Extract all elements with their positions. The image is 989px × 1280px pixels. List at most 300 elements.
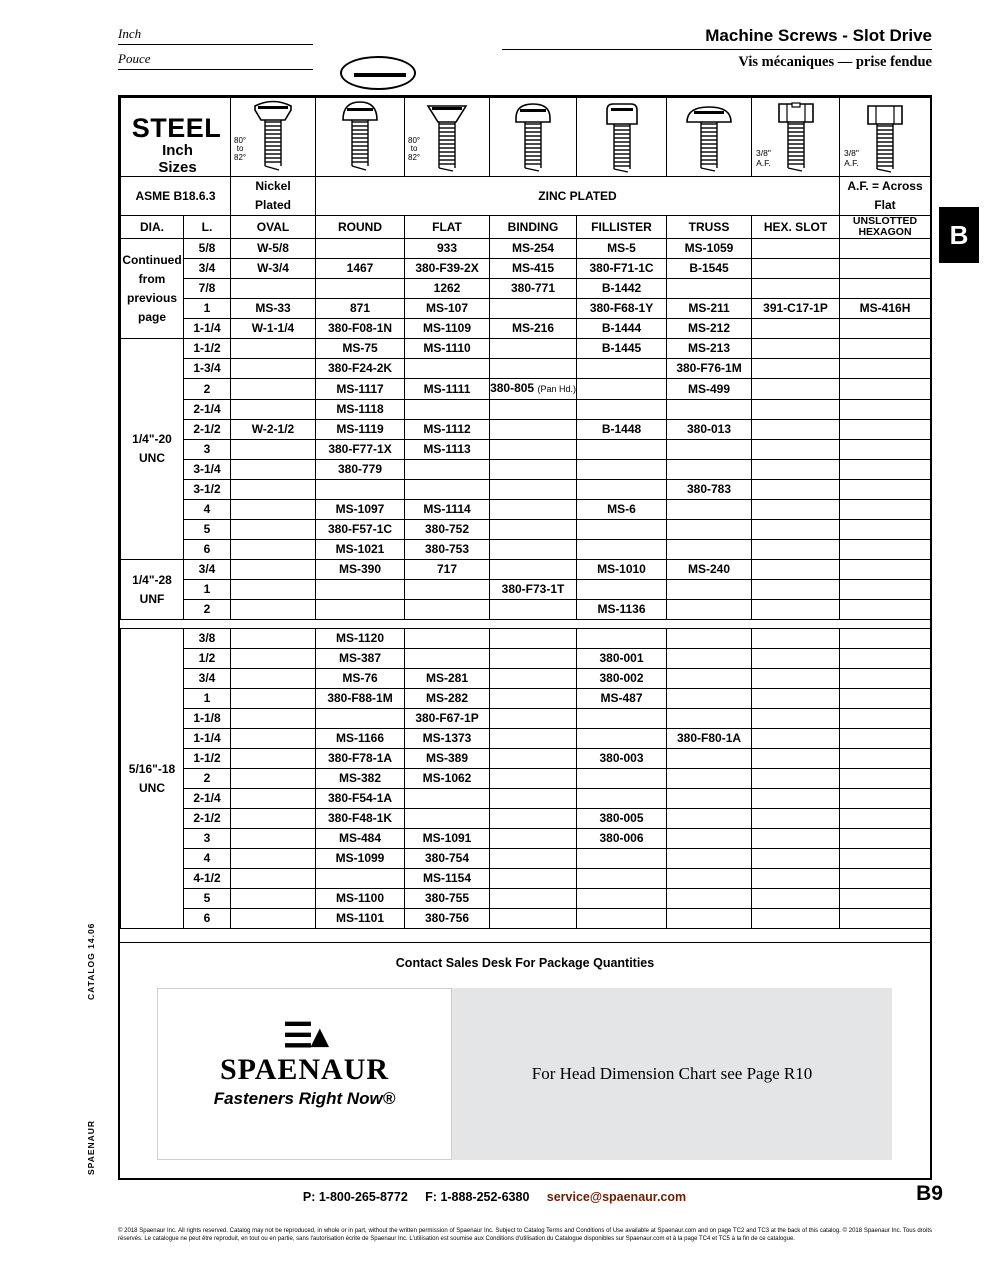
cell-round: 380-F54-1A (316, 789, 405, 809)
cell-binding: 380-805 (Pan Hd.) (490, 379, 577, 400)
cell-truss (667, 789, 752, 809)
cell-truss: 380-F80-1A (667, 729, 752, 749)
page-header (118, 26, 932, 90)
bottom-blocks (120, 983, 930, 1178)
cell-hex (752, 480, 840, 500)
cell-fillister: MS-1136 (577, 600, 667, 620)
page-title: Machine Screws - Slot Drive (705, 26, 932, 45)
cell-oval (231, 460, 316, 480)
cell-round (316, 480, 405, 500)
cell-truss: MS-212 (667, 319, 752, 339)
cell-hex (752, 319, 840, 339)
table-row (121, 259, 931, 279)
cell-round: 380-F78-1A (316, 749, 405, 769)
cell-flat: MS-1373 (405, 729, 490, 749)
cell-fillister (577, 379, 667, 400)
cell-binding (490, 420, 577, 440)
cell-oval (231, 729, 316, 749)
cell-fillister (577, 540, 667, 560)
cell-hex (752, 709, 840, 729)
table-row (121, 359, 931, 379)
cell-binding (490, 869, 577, 889)
cell-hex (752, 259, 840, 279)
cell-hex (752, 379, 840, 400)
cell-length: 6 (184, 540, 231, 560)
cell-truss: 380-013 (667, 420, 752, 440)
header-inch-label: Inch (118, 26, 142, 41)
cell-fillister (577, 789, 667, 809)
table-row (121, 460, 931, 480)
slotted-screw-head-icon (340, 56, 416, 90)
cell-fillister (577, 520, 667, 540)
table-row (121, 239, 931, 259)
cell-round: MS-1166 (316, 729, 405, 749)
cell-binding: MS-216 (490, 319, 577, 339)
cell-round: MS-1097 (316, 500, 405, 520)
cell-flat: 380-753 (405, 540, 490, 560)
cell-truss (667, 869, 752, 889)
cell-oval (231, 560, 316, 580)
table-row (121, 909, 931, 929)
cell-oval (231, 629, 316, 649)
head-dimension-chart-note: For Head Dimension Chart see Page R10 (452, 988, 892, 1160)
cell-fillister (577, 889, 667, 909)
cell-length: 4-1/2 (184, 869, 231, 889)
cell-unslotted (840, 889, 931, 909)
cell-oval (231, 689, 316, 709)
package-quantities-note: Contact Sales Desk For Package Quantities (120, 942, 930, 982)
cell-hex (752, 849, 840, 869)
cell-round: MS-1119 (316, 420, 405, 440)
cell-fillister (577, 580, 667, 600)
cell-unslotted (840, 400, 931, 420)
col-hex-slot: HEX. SLOT (752, 216, 840, 239)
cell-flat: 380-F39-2X (405, 259, 490, 279)
cell-truss (667, 500, 752, 520)
footer-fax: F: 1-888-252-6380 (425, 1190, 530, 1204)
table-row (121, 580, 931, 600)
cell-truss (667, 440, 752, 460)
table-row (121, 339, 931, 359)
cell-oval (231, 749, 316, 769)
cell-length: 4 (184, 849, 231, 869)
cell-binding (490, 520, 577, 540)
cell-length: 3/8 (184, 629, 231, 649)
cell-truss: MS-240 (667, 560, 752, 580)
cell-unslotted (840, 629, 931, 649)
plating-row (121, 177, 931, 216)
cell-flat: 380-752 (405, 520, 490, 540)
binding-head-illustration (490, 98, 577, 177)
cell-flat: 1262 (405, 279, 490, 299)
head-illustration-row (121, 98, 931, 177)
col-length: L. (184, 216, 231, 239)
table-row (121, 600, 931, 620)
group-separator (121, 620, 931, 629)
catalog-version-label: CATALOG 14.06 (86, 922, 96, 1000)
header-rule-3 (502, 49, 932, 50)
cell-truss: MS-213 (667, 339, 752, 359)
cell-round: 380-F57-1C (316, 520, 405, 540)
cell-unslotted (840, 709, 931, 729)
cell-binding (490, 480, 577, 500)
cell-binding (490, 749, 577, 769)
fillister-head-illustration (577, 98, 667, 177)
cell-binding: 380-771 (490, 279, 577, 299)
cell-round: 380-F24-2K (316, 359, 405, 379)
cell-unslotted (840, 829, 931, 849)
cell-oval (231, 789, 316, 809)
cell-length: 3-1/4 (184, 460, 231, 480)
cell-flat: 717 (405, 560, 490, 580)
cell-unslotted (840, 440, 931, 460)
col-oval: OVAL (231, 216, 316, 239)
flat-head-illustration: 80° to 82° (405, 98, 490, 177)
cell-unslotted (840, 279, 931, 299)
cell-unslotted (840, 339, 931, 359)
cell-truss (667, 580, 752, 600)
cell-unslotted (840, 500, 931, 520)
cell-hex: 391-C17-1P (752, 299, 840, 319)
cell-round: 380-F88-1M (316, 689, 405, 709)
cell-fillister: 380-006 (577, 829, 667, 849)
cell-length: 2-1/4 (184, 789, 231, 809)
cell-length: 1-1/4 (184, 729, 231, 749)
column-header-row (121, 216, 931, 239)
cell-unslotted (840, 769, 931, 789)
cell-unslotted (840, 789, 931, 809)
cell-unslotted (840, 669, 931, 689)
cell-round (316, 239, 405, 259)
cell-oval (231, 339, 316, 359)
cell-truss (667, 769, 752, 789)
cell-truss (667, 520, 752, 540)
cell-length: 7/8 (184, 279, 231, 299)
dia-group-label: 1/4"-28 UNF (121, 560, 184, 620)
cell-binding (490, 789, 577, 809)
pan-head-note: (Pan Hd.) (537, 384, 576, 394)
legal-text: © 2018 Spaenaur Inc. All rights reserved. Catalog may not be reproduced, in whole or in part, without the written permission of Spaenaur Inc. Subject to Catalog Terms and Conditions of Use available at Spaenaur.com and on page TC2 and TC3 at the back of this catalog. © 2018 Spaenaur Inc. Tous droits réservés. Le catalogue ne peut être reproduit, en tout ou en partie, sans l'autorisation écrite de Spaenaur Inc. L'utilisation est soumise aux Conditions d'utilisation du Catalogue disponibles sur Spaenaur.com et à la page TC4 et TC5 à la fin de ce catalogue. (118, 1228, 932, 1242)
cell-truss (667, 400, 752, 420)
cell-truss (667, 649, 752, 669)
cell-length: 5 (184, 520, 231, 540)
cell-flat: MS-389 (405, 749, 490, 769)
footer-phone: P: 1-800-265-8772 (302, 1190, 408, 1204)
truss-head-illustration (667, 98, 752, 177)
cell-flat: MS-281 (405, 669, 490, 689)
cell-unslotted (840, 909, 931, 929)
cell-hex (752, 789, 840, 809)
cell-flat (405, 460, 490, 480)
table-row (121, 889, 931, 909)
cell-fillister (577, 440, 667, 460)
cell-unslotted (840, 729, 931, 749)
table-row (121, 440, 931, 460)
cell-round: MS-1021 (316, 540, 405, 560)
cell-truss (667, 749, 752, 769)
cell-hex (752, 829, 840, 849)
cell-binding (490, 729, 577, 749)
cell-hex (752, 669, 840, 689)
dia-group-label: 1/4"-20 UNC (121, 339, 184, 560)
cell-fillister: MS-6 (577, 500, 667, 520)
table-row (121, 520, 931, 540)
cell-fillister (577, 629, 667, 649)
sizes-label: Sizes (158, 159, 197, 176)
cell-binding (490, 560, 577, 580)
cell-length: 1 (184, 299, 231, 319)
table-row (121, 319, 931, 339)
cell-binding (490, 540, 577, 560)
steel-label: STEEL (131, 113, 222, 143)
sidebar-brand-label: SPAENAUR (86, 1119, 96, 1175)
cell-length: 2-1/2 (184, 420, 231, 440)
cell-fillister: B-1442 (577, 279, 667, 299)
table-row (121, 669, 931, 689)
cell-binding (490, 849, 577, 869)
cell-binding (490, 359, 577, 379)
cell-oval: MS-33 (231, 299, 316, 319)
cell-flat (405, 480, 490, 500)
cell-unslotted (840, 259, 931, 279)
cell-length: 5 (184, 889, 231, 909)
cell-unslotted (840, 849, 931, 869)
cell-length: 2 (184, 379, 231, 400)
cell-binding (490, 339, 577, 359)
cell-flat: MS-1113 (405, 440, 490, 460)
cell-hex (752, 809, 840, 829)
spec-table-frame (118, 95, 932, 1180)
cell-flat: 380-754 (405, 849, 490, 869)
cell-hex (752, 239, 840, 259)
cell-fillister: MS-487 (577, 689, 667, 709)
cell-binding (490, 600, 577, 620)
table-row (121, 420, 931, 440)
cell-oval (231, 379, 316, 400)
cell-hex (752, 580, 840, 600)
inch-label: Inch (162, 142, 193, 159)
cell-binding (490, 500, 577, 520)
cell-binding (490, 440, 577, 460)
footer-email[interactable]: service@spaenaur.com (546, 1190, 687, 1204)
col-binding: BINDING (490, 216, 577, 239)
cell-flat (405, 580, 490, 600)
cell-oval (231, 580, 316, 600)
cell-hex (752, 400, 840, 420)
cell-unslotted (840, 379, 931, 400)
cell-unslotted (840, 359, 931, 379)
cell-oval (231, 600, 316, 620)
cell-truss (667, 460, 752, 480)
cell-flat: MS-1110 (405, 339, 490, 359)
cell-fillister (577, 729, 667, 749)
cell-oval (231, 279, 316, 299)
table-row (121, 540, 931, 560)
cell-oval (231, 849, 316, 869)
asme-standard-label: ASME B18.6.3 (121, 177, 231, 216)
table-row (121, 500, 931, 520)
cell-round: MS-1099 (316, 849, 405, 869)
header-rule-2 (118, 69, 313, 70)
table-row (121, 789, 931, 809)
cell-round: 380-F08-1N (316, 319, 405, 339)
cell-fillister: B-1445 (577, 339, 667, 359)
hex-slot-head-illustration: 3/8" A.F. (752, 98, 840, 177)
cell-round: MS-387 (316, 649, 405, 669)
page-number: B9 (916, 1182, 943, 1205)
cell-binding (490, 400, 577, 420)
cell-unslotted (840, 239, 931, 259)
cell-unslotted (840, 869, 931, 889)
cell-fillister (577, 480, 667, 500)
page-footer (0, 1182, 989, 1205)
cell-oval (231, 829, 316, 849)
table-row (121, 279, 931, 299)
cell-hex (752, 629, 840, 649)
cell-flat (405, 649, 490, 669)
table-row (121, 299, 931, 319)
screw-spec-table (120, 97, 931, 929)
cell-flat (405, 400, 490, 420)
oval-head-illustration: 80° to 82° (231, 98, 316, 177)
cell-length: 1-3/4 (184, 359, 231, 379)
cell-round: 1467 (316, 259, 405, 279)
cell-hex (752, 460, 840, 480)
dia-group-label: 5/16"-18 UNC (121, 629, 184, 929)
cell-round: MS-1100 (316, 889, 405, 909)
cell-flat (405, 789, 490, 809)
cell-round (316, 709, 405, 729)
cell-flat: MS-1114 (405, 500, 490, 520)
cell-truss (667, 279, 752, 299)
table-row (121, 379, 931, 400)
cell-hex (752, 649, 840, 669)
cell-oval (231, 809, 316, 829)
cell-length: 2 (184, 600, 231, 620)
table-row (121, 829, 931, 849)
cell-flat (405, 600, 490, 620)
cell-fillister: MS-1010 (577, 560, 667, 580)
cell-binding (490, 809, 577, 829)
cell-truss (667, 629, 752, 649)
cell-flat (405, 629, 490, 649)
cell-flat: 380-755 (405, 889, 490, 909)
cell-hex (752, 889, 840, 909)
cell-fillister (577, 769, 667, 789)
cell-hex (752, 520, 840, 540)
cell-fillister (577, 709, 667, 729)
cell-oval (231, 889, 316, 909)
cell-unslotted (840, 420, 931, 440)
cell-truss: 380-783 (667, 480, 752, 500)
cell-round: MS-75 (316, 339, 405, 359)
cell-flat: 380-F67-1P (405, 709, 490, 729)
header-rule-1 (118, 44, 313, 45)
col-truss: TRUSS (667, 216, 752, 239)
logo-tagline: Fasteners Right Now® (213, 1089, 396, 1108)
cell-flat: 380-756 (405, 909, 490, 929)
cell-fillister: 380-005 (577, 809, 667, 829)
cell-truss (667, 709, 752, 729)
unslotted-hexagon-head-illustration: 3/8" A.F. (840, 98, 931, 177)
cell-hex (752, 540, 840, 560)
cell-hex (752, 339, 840, 359)
cell-oval (231, 359, 316, 379)
cell-hex (752, 600, 840, 620)
cell-length: 1-1/2 (184, 339, 231, 359)
table-row (121, 729, 931, 749)
table-row (121, 709, 931, 729)
cell-length: 1 (184, 689, 231, 709)
cell-truss (667, 540, 752, 560)
cell-oval: W-1-1/4 (231, 319, 316, 339)
cell-unslotted (840, 600, 931, 620)
cell-length: 5/8 (184, 239, 231, 259)
cell-hex (752, 909, 840, 929)
cell-length: 4 (184, 500, 231, 520)
cell-binding (490, 769, 577, 789)
cell-length: 3 (184, 440, 231, 460)
cell-hex (752, 769, 840, 789)
table-row (121, 400, 931, 420)
cell-fillister (577, 400, 667, 420)
footer-contact-line (0, 1190, 989, 1204)
header-pouce-label: Pouce (118, 51, 151, 66)
cell-hex (752, 560, 840, 580)
header-right (502, 26, 932, 71)
cell-length: 2-1/4 (184, 400, 231, 420)
steel-title-cell (121, 98, 231, 177)
cell-fillister: MS-5 (577, 239, 667, 259)
cell-round: 871 (316, 299, 405, 319)
cell-binding (490, 709, 577, 729)
cell-oval: W-5/8 (231, 239, 316, 259)
cell-truss (667, 889, 752, 909)
cell-flat: MS-1062 (405, 769, 490, 789)
cell-round: MS-1117 (316, 379, 405, 400)
col-round: ROUND (316, 216, 405, 239)
cell-flat (405, 359, 490, 379)
cell-binding (490, 829, 577, 849)
cell-unslotted (840, 480, 931, 500)
cell-oval (231, 669, 316, 689)
cell-round: 380-F48-1K (316, 809, 405, 829)
cell-hex (752, 869, 840, 889)
cell-unslotted (840, 580, 931, 600)
cell-length: 1-1/4 (184, 319, 231, 339)
table-row (121, 560, 931, 580)
cell-flat: MS-1109 (405, 319, 490, 339)
cell-binding (490, 649, 577, 669)
cell-unslotted (840, 540, 931, 560)
cell-unslotted (840, 560, 931, 580)
cell-unslotted: MS-416H (840, 299, 931, 319)
cell-fillister: 380-F71-1C (577, 259, 667, 279)
table-row (121, 849, 931, 869)
cell-flat: 933 (405, 239, 490, 259)
cell-oval: W-3/4 (231, 259, 316, 279)
cell-round: MS-484 (316, 829, 405, 849)
table-row (121, 869, 931, 889)
cell-oval (231, 909, 316, 929)
cell-length: 1-1/2 (184, 749, 231, 769)
cell-truss: B-1545 (667, 259, 752, 279)
cell-hex (752, 689, 840, 709)
cell-binding (490, 669, 577, 689)
cell-length: 3/4 (184, 669, 231, 689)
table-row (121, 769, 931, 789)
cell-truss (667, 689, 752, 709)
